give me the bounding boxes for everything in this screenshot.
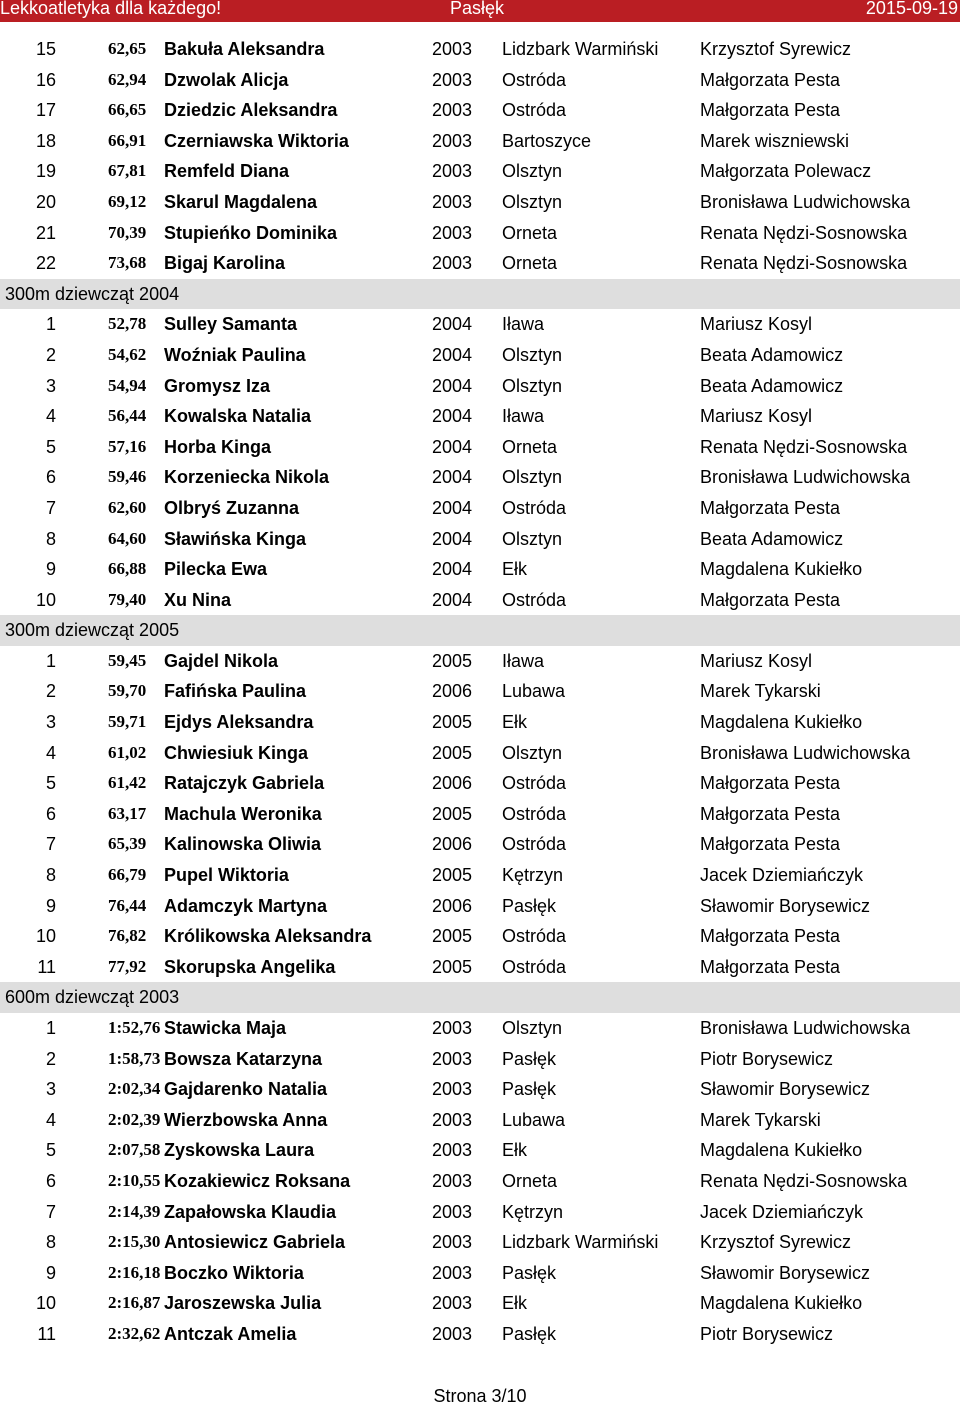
cell-time: 61,42 (108, 773, 147, 793)
cell-coach: Bronisława Ludwichowska (700, 467, 911, 488)
cell-place: 6 (45, 467, 56, 488)
cell-name: Kalinowska Oliwia (164, 834, 322, 855)
cell-time: 66,88 (108, 559, 147, 579)
table-row (0, 156, 960, 187)
cell-name: Kowalska Natalia (164, 406, 312, 427)
table-row (0, 1288, 960, 1319)
cell-coach: Bronisława Ludwichowska (700, 191, 911, 212)
cell-year: 2003 (432, 1201, 473, 1222)
cell-year: 2004 (432, 314, 473, 335)
table-row (0, 309, 960, 340)
results-table (0, 34, 960, 1350)
cell-time: 1:52,76 (108, 1018, 161, 1037)
cell-name: Horba Kinga (164, 436, 272, 457)
cell-coach: Beata Adamowicz (700, 344, 844, 365)
table-row (0, 891, 960, 922)
cell-year: 2005 (432, 742, 473, 763)
cell-time: 59,46 (108, 467, 147, 487)
cell-coach: Małgorzata Pesta (700, 69, 841, 90)
cell-coach: Marek Tykarski (700, 1109, 821, 1130)
cell-club: Olsztyn (502, 467, 563, 488)
cell-club: Orneta (502, 1170, 558, 1191)
cell-time: 2:32,62 (108, 1323, 161, 1343)
cell-coach: Bronisława Ludwichowska (700, 1018, 911, 1038)
table-row (0, 1105, 960, 1136)
cell-name: Olbryś Zuzanna (164, 497, 300, 518)
cell-time: 62,60 (108, 497, 147, 517)
cell-name: Pupel Wiktoria (164, 865, 289, 886)
cell-club: Ostróda (502, 100, 567, 121)
table-row (0, 34, 960, 65)
cell-club: Kętrzyn (502, 1201, 564, 1222)
cell-year: 2006 (432, 834, 473, 855)
cell-name: Sulley Samanta (164, 314, 298, 335)
table-row (0, 585, 960, 616)
cell-club: Ostróda (502, 926, 567, 947)
cell-name: Gromysz Iza (164, 375, 271, 396)
cell-year: 2003 (432, 100, 473, 121)
table-row (0, 65, 960, 96)
table-row (0, 829, 960, 860)
cell-club: Olsztyn (502, 344, 563, 365)
cell-time: 76,82 (108, 926, 147, 946)
cell-place: 21 (35, 222, 56, 243)
table-row (0, 248, 960, 279)
cell-place: 20 (35, 191, 56, 212)
cell-coach: Beata Adamowicz (700, 528, 844, 549)
cell-name: Skarul Magdalena (164, 191, 318, 212)
cell-place: 7 (45, 497, 56, 518)
cell-name: Czerniawska Wiktoria (164, 130, 349, 151)
cell-name: Bakuła Aleksandra (164, 39, 325, 59)
cell-place: 1 (45, 1018, 56, 1038)
cell-time: 54,62 (108, 344, 147, 364)
table-row (0, 554, 960, 585)
cell-time: 67,81 (108, 161, 147, 181)
cell-time: 2:16,18 (108, 1262, 161, 1282)
cell-year: 2003 (432, 39, 473, 59)
cell-name: Ejdys Aleksandra (164, 712, 314, 733)
cell-time: 69,12 (108, 191, 147, 211)
cell-year: 2005 (432, 712, 473, 733)
cell-coach: Renata Nędzi-Sosnowska (700, 1170, 908, 1191)
cell-year: 2005 (432, 956, 473, 977)
table-row (0, 1227, 960, 1258)
cell-name: Królikowska Aleksandra (164, 926, 372, 947)
cell-year: 2003 (432, 69, 473, 90)
cell-name: Dziedzic Aleksandra (164, 100, 338, 121)
cell-place: 8 (45, 528, 56, 549)
cell-club: Pasłęk (502, 1048, 557, 1069)
cell-year: 2005 (432, 926, 473, 947)
cell-year: 2003 (432, 222, 473, 243)
table-row (0, 1013, 960, 1044)
cell-time: 70,39 (108, 222, 147, 242)
cell-year: 2005 (432, 803, 473, 824)
cell-place: 7 (45, 1201, 56, 1222)
cell-time: 59,71 (108, 712, 147, 732)
cell-name: Boczko Wiktoria (164, 1262, 304, 1283)
cell-year: 2005 (432, 650, 473, 671)
cell-coach: Małgorzata Polewacz (700, 161, 872, 182)
table-row (0, 1135, 960, 1166)
cell-name: Pilecka Ewa (164, 559, 268, 580)
table-row (0, 524, 960, 555)
cell-place: 10 (35, 589, 56, 610)
cell-club: Orneta (502, 222, 558, 243)
cell-time: 61,02 (108, 742, 147, 762)
cell-club: Ostróda (502, 803, 567, 824)
cell-coach: Sławomir Borysewicz (700, 1262, 871, 1283)
cell-year: 2003 (432, 1323, 473, 1344)
cell-year: 2003 (432, 130, 473, 151)
cell-club: Ostróda (502, 834, 567, 855)
cell-time: 66,79 (108, 865, 147, 885)
cell-time: 52,78 (108, 314, 147, 334)
cell-coach: Magdalena Kukiełko (700, 559, 863, 580)
cell-coach: Jacek Dziemiańczyk (700, 865, 864, 886)
cell-club: Olsztyn (502, 161, 563, 182)
cell-coach: Małgorzata Pesta (700, 589, 841, 610)
cell-coach: Piotr Borysewicz (700, 1048, 834, 1069)
cell-year: 2003 (432, 1232, 473, 1253)
cell-place: 8 (45, 1232, 56, 1253)
cell-time: 65,39 (108, 834, 147, 854)
cell-name: Adamczyk Martyna (164, 895, 328, 916)
cell-place: 5 (45, 1140, 56, 1161)
cell-name: Zyskowska Laura (164, 1140, 315, 1161)
table-row (0, 1074, 960, 1105)
cell-place: 18 (35, 130, 56, 151)
table-row (0, 1197, 960, 1228)
table-row (0, 401, 960, 432)
cell-time: 1:58,73 (108, 1048, 161, 1068)
cell-name: Wierzbowska Anna (164, 1109, 328, 1130)
table-row (0, 952, 960, 983)
table-row (0, 95, 960, 126)
cell-place: 16 (35, 69, 56, 90)
cell-coach: Małgorzata Pesta (700, 497, 841, 518)
cell-club: Bartoszyce (502, 130, 592, 151)
cell-club: Olsztyn (502, 742, 563, 763)
cell-name: Xu Nina (164, 589, 232, 610)
table-row (0, 860, 960, 891)
cell-place: 4 (45, 1109, 56, 1130)
table-row (0, 1044, 960, 1075)
cell-place: 9 (45, 559, 56, 580)
cell-place: 10 (35, 1293, 56, 1314)
cell-year: 2004 (432, 559, 473, 580)
cell-name: Woźniak Paulina (164, 344, 306, 365)
cell-place: 15 (35, 39, 56, 59)
cell-name: Chwiesiuk Kinga (164, 742, 309, 763)
cell-club: Lidzbark Warmiński (502, 1232, 659, 1253)
cell-name: Stupieńko Dominika (164, 222, 338, 243)
cell-club: Ostróda (502, 956, 567, 977)
cell-year: 2006 (432, 681, 473, 702)
section-title: 300m dziewcząt 2005 (5, 620, 180, 641)
cell-time: 59,45 (108, 650, 147, 670)
cell-time: 66,65 (108, 100, 147, 120)
cell-year: 2003 (432, 1262, 473, 1283)
cell-club: Iława (502, 406, 545, 427)
cell-year: 2004 (432, 406, 473, 427)
cell-coach: Małgorzata Pesta (700, 956, 841, 977)
cell-coach: Magdalena Kukiełko (700, 712, 863, 733)
cell-club: Olsztyn (502, 191, 563, 212)
cell-name: Skorupska Angelika (164, 956, 336, 977)
cell-place: 2 (45, 344, 56, 365)
cell-club: Orneta (502, 436, 558, 457)
cell-club: Kętrzyn (502, 865, 564, 886)
cell-time: 76,44 (108, 895, 147, 915)
cell-year: 2003 (432, 1018, 473, 1038)
cell-year: 2004 (432, 467, 473, 488)
cell-club: Pasłęk (502, 1323, 557, 1344)
cell-place: 17 (35, 100, 56, 121)
cell-year: 2003 (432, 161, 473, 182)
cell-coach: Mariusz Kosyl (700, 406, 813, 427)
cell-place: 3 (45, 712, 56, 733)
cell-coach: Mariusz Kosyl (700, 650, 813, 671)
cell-club: Lubawa (502, 1109, 566, 1130)
cell-coach: Bronisława Ludwichowska (700, 742, 911, 763)
cell-club: Iława (502, 650, 545, 671)
cell-time: 2:10,55 (108, 1170, 161, 1190)
cell-time: 66,91 (108, 130, 147, 150)
cell-club: Orneta (502, 253, 558, 274)
cell-place: 9 (45, 1262, 56, 1283)
table-row (0, 126, 960, 157)
cell-coach: Sławomir Borysewicz (700, 1079, 871, 1100)
cell-time: 54,94 (108, 375, 147, 395)
cell-club: Pasłęk (502, 1262, 557, 1283)
cell-year: 2003 (432, 1140, 473, 1161)
section-header (0, 279, 960, 310)
table-row (0, 462, 960, 493)
cell-name: Gajdarenko Natalia (164, 1079, 328, 1100)
cell-name: Gajdel Nikola (164, 650, 279, 671)
cell-year: 2003 (432, 1079, 473, 1100)
cell-name: Antosiewicz Gabriela (164, 1232, 346, 1253)
cell-coach: Jacek Dziemiańczyk (700, 1201, 864, 1222)
header-date: 2015-09-19 (865, 0, 958, 18)
cell-time: 59,70 (108, 681, 147, 701)
section-title: 600m dziewcząt 2003 (5, 987, 180, 1008)
table-row (0, 432, 960, 463)
section-header (0, 615, 960, 646)
cell-club: Ełk (502, 559, 528, 580)
cell-time: 57,16 (108, 436, 147, 456)
cell-name: Machula Weronika (164, 803, 322, 824)
cell-coach: Renata Nędzi-Sosnowska (700, 253, 908, 274)
cell-name: Kozakiewicz Roksana (164, 1170, 351, 1191)
table-row (0, 799, 960, 830)
cell-time: 2:02,39 (108, 1109, 161, 1129)
table-row (0, 340, 960, 371)
cell-club: Olsztyn (502, 528, 563, 549)
cell-year: 2004 (432, 344, 473, 365)
cell-coach: Renata Nędzi-Sosnowska (700, 222, 908, 243)
cell-club: Pasłęk (502, 1079, 557, 1100)
cell-coach: Krzysztof Syrewicz (700, 1232, 852, 1253)
cell-year: 2004 (432, 589, 473, 610)
table-row (0, 218, 960, 249)
cell-year: 2003 (432, 1109, 473, 1130)
table-row (0, 1319, 960, 1350)
cell-coach: Magdalena Kukiełko (700, 1293, 863, 1314)
cell-coach: Małgorzata Pesta (700, 926, 841, 947)
cell-coach: Beata Adamowicz (700, 375, 844, 396)
section-title: 300m dziewcząt 2004 (5, 283, 180, 304)
cell-coach: Małgorzata Pesta (700, 773, 841, 794)
cell-coach: Małgorzata Pesta (700, 803, 841, 824)
table-row (0, 1166, 960, 1197)
cell-coach: Mariusz Kosyl (700, 314, 813, 335)
cell-place: 4 (45, 742, 56, 763)
cell-club: Iława (502, 314, 545, 335)
cell-club: Ostróda (502, 497, 567, 518)
cell-name: Bigaj Karolina (164, 253, 286, 274)
cell-name: Sławińska Kinga (164, 528, 307, 549)
cell-place: 3 (45, 1079, 56, 1100)
cell-year: 2004 (432, 528, 473, 549)
table-row (0, 676, 960, 707)
cell-year: 2003 (432, 1048, 473, 1069)
cell-name: Antczak Amelia (164, 1323, 297, 1344)
cell-year: 2005 (432, 865, 473, 886)
cell-place: 1 (45, 650, 56, 671)
table-row (0, 768, 960, 799)
cell-coach: Sławomir Borysewicz (700, 895, 871, 916)
cell-coach: Piotr Borysewicz (700, 1323, 834, 1344)
cell-time: 2:14,39 (108, 1201, 161, 1221)
cell-time: 2:07,58 (108, 1140, 161, 1160)
cell-year: 2003 (432, 1293, 473, 1314)
cell-coach: Magdalena Kukiełko (700, 1140, 863, 1161)
cell-name: Korzeniecka Nikola (164, 467, 330, 488)
cell-name: Bowsza Katarzyna (164, 1048, 323, 1069)
cell-name: Ratajczyk Gabriela (164, 773, 325, 794)
table-row (0, 738, 960, 769)
header-location: Pasłęk (450, 0, 505, 18)
cell-club: Olsztyn (502, 375, 563, 396)
cell-year: 2006 (432, 773, 473, 794)
cell-time: 64,60 (108, 528, 147, 548)
cell-year: 2006 (432, 895, 473, 916)
cell-place: 19 (35, 161, 56, 182)
cell-place: 2 (45, 1048, 56, 1069)
table-row (0, 646, 960, 677)
cell-coach: Renata Nędzi-Sosnowska (700, 436, 908, 457)
cell-place: 6 (45, 1170, 56, 1191)
cell-club: Lubawa (502, 681, 566, 702)
cell-club: Ełk (502, 712, 528, 733)
table-row (0, 187, 960, 218)
page-number: Strona 3/10 (433, 1386, 527, 1406)
cell-time: 2:02,34 (108, 1079, 161, 1099)
cell-time: 2:16,87 (108, 1293, 161, 1313)
cell-time: 62,94 (108, 69, 147, 89)
cell-club: Lidzbark Warmiński (502, 39, 659, 59)
cell-place: 4 (45, 406, 56, 427)
cell-place: 1 (45, 314, 56, 335)
cell-name: Jaroszewska Julia (164, 1293, 322, 1314)
cell-place: 9 (45, 895, 56, 916)
table-row (0, 921, 960, 952)
cell-year: 2003 (432, 253, 473, 274)
cell-name: Remfeld Diana (164, 161, 290, 182)
cell-time: 73,68 (108, 253, 147, 273)
cell-coach: Krzysztof Syrewicz (700, 39, 852, 59)
cell-year: 2003 (432, 1170, 473, 1191)
cell-time: 56,44 (108, 406, 147, 426)
cell-club: Olsztyn (502, 1018, 563, 1038)
cell-name: Fafińska Paulina (164, 681, 307, 702)
cell-club: Ostróda (502, 773, 567, 794)
cell-club: Ostróda (502, 69, 567, 90)
cell-place: 3 (45, 375, 56, 396)
cell-year: 2003 (432, 191, 473, 212)
cell-name: Dzwolak Alicja (164, 69, 289, 90)
cell-time: 62,65 (108, 39, 147, 58)
cell-coach: Małgorzata Pesta (700, 834, 841, 855)
cell-club: Pasłęk (502, 895, 557, 916)
cell-coach: Małgorzata Pesta (700, 100, 841, 121)
cell-place: 7 (45, 834, 56, 855)
cell-time: 2:15,30 (108, 1232, 161, 1252)
cell-club: Ełk (502, 1140, 528, 1161)
cell-name: Zapałowska Klaudia (164, 1201, 337, 1222)
page-header (0, 0, 960, 22)
cell-name: Stawicka Maja (164, 1018, 287, 1038)
cell-coach: Marek Tykarski (700, 681, 821, 702)
section-header (0, 982, 960, 1013)
cell-place: 10 (35, 926, 56, 947)
table-row (0, 371, 960, 402)
cell-place: 2 (45, 681, 56, 702)
cell-place: 11 (37, 1323, 56, 1344)
cell-time: 79,40 (108, 589, 147, 609)
cell-place: 8 (45, 865, 56, 886)
cell-place: 22 (35, 253, 56, 274)
table-row (0, 1258, 960, 1289)
cell-place: 11 (37, 956, 56, 977)
cell-place: 5 (45, 436, 56, 457)
header-title: Lekkoatletyka dlla każdego! (0, 0, 222, 18)
cell-time: 63,17 (108, 803, 147, 823)
cell-year: 2004 (432, 375, 473, 396)
cell-club: Ełk (502, 1293, 528, 1314)
table-row (0, 493, 960, 524)
cell-coach: Marek wiszniewski (700, 130, 850, 151)
cell-time: 77,92 (108, 956, 147, 976)
cell-club: Ostróda (502, 589, 567, 610)
cell-place: 6 (45, 803, 56, 824)
cell-year: 2004 (432, 436, 473, 457)
table-row (0, 707, 960, 738)
cell-year: 2004 (432, 497, 473, 518)
cell-place: 5 (45, 773, 56, 794)
